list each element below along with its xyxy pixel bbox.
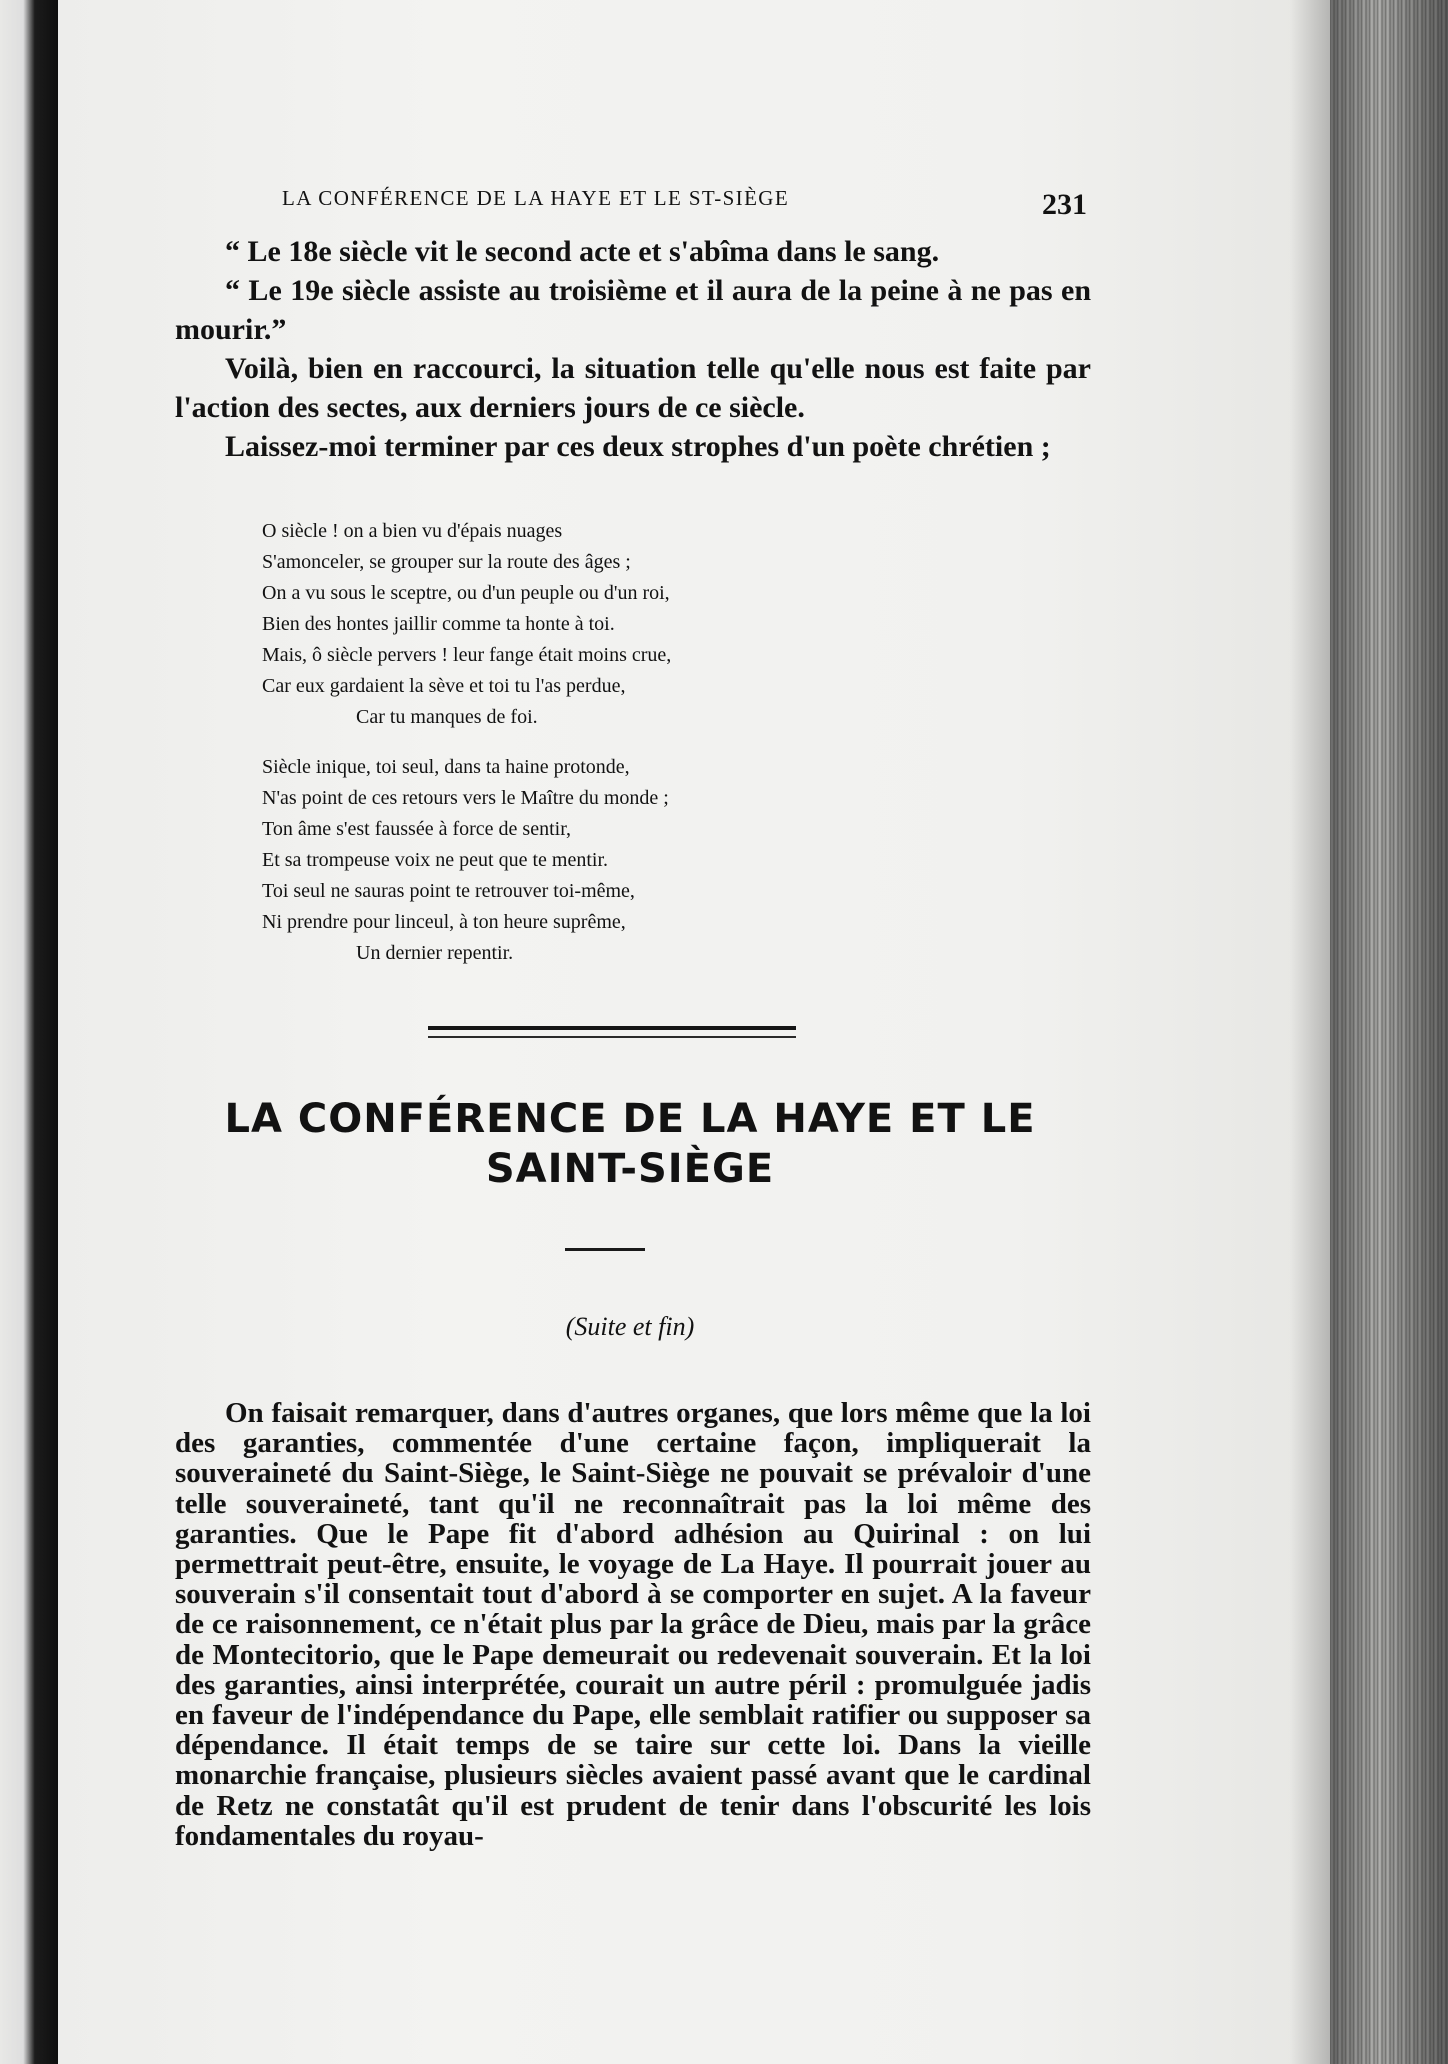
page-number: 231 xyxy=(1042,188,1087,221)
paragraph: “ Le 18e siècle vit le second acte et s'abîma dans le sang. xyxy=(225,235,940,268)
section-divider-thick xyxy=(428,1026,796,1030)
article-subtitle: (Suite et fin) xyxy=(565,1312,695,1341)
article-body xyxy=(175,1398,1091,1851)
poem-line: Mais, ô siècle pervers ! leur fange était moins crue, xyxy=(262,644,672,666)
poem-line: N'as point de ces retours vers le Maître du monde ; xyxy=(262,787,669,809)
paragraph: On faisait remarquer, dans d'autres organes, que lors même que la loi des garanties, commentée d'une certaine façon, impliquerait la souveraineté du Saint-Siège, le Saint-Siège ne pouvait se prévaloir d'une telle souveraineté, tant qu'il ne reconnaîtrait pas la loi même des garanties. Que le Pape fit d'abord adhésion au Quirinal : on lui permettrait peut-être, ensuite, le voyage de La Haye. Il pourrait jouer au souverain s'il consentait tout d'abord à se comporter en sujet. A la faveur de ce raisonnement, ce n'était plus par la grâce de Dieu, mais par la grâce de Montecitorio, que le Pape demeurait ou redevenait souverain. Et la loi des garanties, ainsi interprétée, courait un autre péril : promulguée jadis en faveur de l'indépendance du Pape, elle semblait ratifier ou supposer sa dépendance. Il était temps de se taire sur cette loi. Dans la vieille monarchie française, plusieurs siècles avaient passé avant que le cardinal de Retz ne constatât qu'il est prudent de tenir dans l'obscurité les lois fondamentales du royau- xyxy=(175,1397,1091,1852)
poem-line: O siècle ! on a bien vu d'épais nuages xyxy=(262,520,563,542)
article-title xyxy=(170,1094,1090,1194)
article-title-line: LA CONFÉRENCE DE LA HAYE ET LE xyxy=(224,1096,1036,1142)
article-title-line: SAINT-SIÈGE xyxy=(485,1146,775,1192)
poem-line: Bien des hontes jaillir comme ta honte à toi. xyxy=(262,613,615,635)
poem-stanza-1 xyxy=(262,516,842,733)
poem-line: Siècle inique, toi seul, dans ta haine protonde, xyxy=(262,756,630,778)
poem-line: Toi seul ne sauras point te retrouver toi-même, xyxy=(262,880,635,902)
poem-line: Car tu manques de foi. xyxy=(356,706,538,728)
section-divider-thin xyxy=(428,1036,796,1038)
poem-line: Ton âme s'est faussée à force de sentir, xyxy=(262,818,572,840)
paragraph: Voilà, bien en raccourci, la situation telle qu'elle nous est faite par l'action des sectes, aux derniers jours de ce siècle. xyxy=(175,352,1091,424)
paragraph: Laissez-moi terminer par ces deux strophes d'un poète chrétien ; xyxy=(225,430,1051,463)
running-head: LA CONFÉRENCE DE LA HAYE ET LE ST-SIÈGE xyxy=(282,186,790,210)
paragraph: “ Le 19e siècle assiste au troisième et il aura de la peine à ne pas en mourir.” xyxy=(175,274,1091,346)
top-prose xyxy=(175,232,1091,466)
poem-line: S'amonceler, se grouper sur la route des âges ; xyxy=(262,551,631,573)
poem-line: Car eux gardaient la sève et toi tu l'as perdue, xyxy=(262,675,626,697)
poem-line: Un dernier repentir. xyxy=(356,942,514,964)
poem-line: On a vu sous le sceptre, ou d'un peuple ou d'un roi, xyxy=(262,582,670,604)
title-short-rule xyxy=(565,1248,645,1251)
poem-stanza-2 xyxy=(262,752,842,969)
poem-line: Et sa trompeuse voix ne peut que te mentir. xyxy=(262,849,609,871)
poem-line: Ni prendre pour linceul, à ton heure suprême, xyxy=(262,911,626,933)
